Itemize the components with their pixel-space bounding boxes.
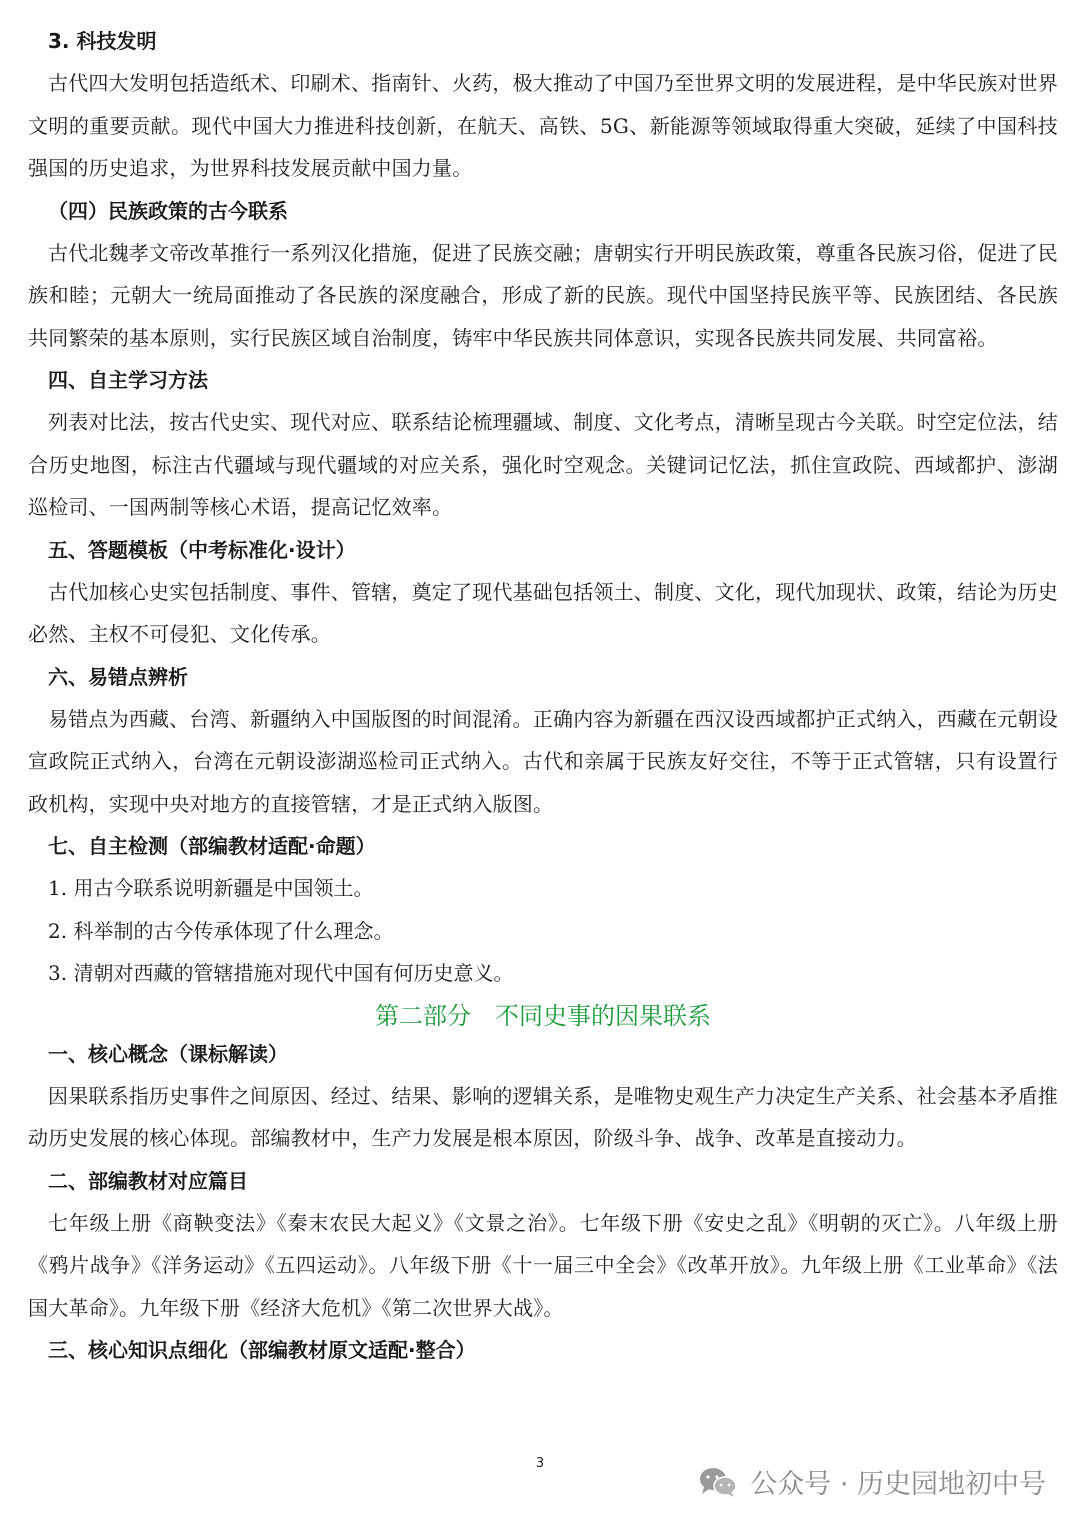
paragraph-error-analysis: 易错点为西藏、台湾、新疆纳入中国版图的时间混淆。正确内容为新疆在西汉设西域都护正式纳入，西藏在元朝设宣政院正式纳入，台湾在元朝设澎湖巡检司正式纳入。古代和亲属于民族友好交往，不等于正式管辖，只有设置行政机构，实现中央对地方的直接管辖，才是正式纳入版图。 xyxy=(28,706,1058,816)
self-test-question-2: 2. 科举制的古今传承体现了什么理念。 xyxy=(48,918,394,943)
self-test-question-1: 1. 用古今联系说明新疆是中国领土。 xyxy=(48,876,374,900)
section-heading-knowledge-points: 三、核心知识点细化（部编教材原文适配·整合） xyxy=(48,1338,476,1362)
section-heading-tech: 3. 科技发明 xyxy=(48,29,157,53)
paragraph-study-methods: 列表对比法，按古代史实、现代对应、联系结论梳理疆域、制度、文化考点，清晰呈现古今关联。时空定位法，结合历史地图，标注古代疆域与现代疆域的对应关系，强化时空观念。关键词记忆法，抓住宣政院、西域都护、澎湖巡检司、一国两制等核心术语，提高记忆效率。 xyxy=(28,410,1058,519)
section-heading-answer-template: 五、答题模板（中考标准化·设计） xyxy=(48,537,356,562)
section-heading-study-methods: 四、自主学习方法 xyxy=(48,368,208,392)
paragraph-core-concept: 因果联系指历史事件之间原因、经过、结果、影响的逻辑关系，是唯物史观生产力决定生产关系、社会基本矛盾推动历史发展的核心体现。部编教材中，生产力发展是根本原因，阶级斗争、战争、改革是直接动力。 xyxy=(28,1083,1058,1150)
document-page xyxy=(28,20,1058,1371)
watermark-text: 公众号 · 历史园地初中号 xyxy=(750,1469,1046,1500)
section-heading-ethnic-policy: （四）民族政策的古今联系 xyxy=(48,198,288,223)
paragraph-answer-template: 古代加核心史实包括制度、事件、管辖，奠定了现代基础包括领土、制度、文化，现代加现状、政策，结论为历史必然、主权不可侵犯、文化传承。 xyxy=(28,579,1058,646)
page-number: 3 xyxy=(535,1456,545,1471)
section-heading-error-analysis: 六、易错点辨析 xyxy=(48,664,188,689)
section-heading-core-concept: 一、核心概念（课标解读） xyxy=(48,1041,288,1066)
part-two-title: 第二部分 不同史事的因果联系 xyxy=(375,1001,711,1030)
wechat-icon xyxy=(698,1465,738,1499)
paragraph-textbook-chapters: 七年级上册《商鞅变法》《秦末农民大起义》《文景之治》。七年级下册《安史之乱》《明朝的灭亡》。八年级上册《鸦片战争》《洋务运动》《五四运动》。八年级下册《十一届三中全会》《改革开放》。九年级上册《工业革命》《法国大革命》。九年级下册《经济大危机》《第二次世界大战》。 xyxy=(28,1210,1058,1320)
wechat-watermark xyxy=(698,1462,1046,1501)
section-heading-textbook-chapters: 二、部编教材对应篇目 xyxy=(48,1168,248,1193)
paragraph-tech: 古代四大发明包括造纸术、印刷术、指南针、火药，极大推动了中国乃至世界文明的发展进程，是中华民族对世界文明的重要贡献。现代中国大力推进科技创新，在航天、高铁、5G、新能源等领域取得重大突破，延续了中国科技强国的历史追求，为世界科技发展贡献中国力量。 xyxy=(28,71,1058,180)
self-test-question-3: 3. 清朝对西藏的管辖措施对现代中国有何历史意义。 xyxy=(48,961,514,985)
section-heading-self-test: 七、自主检测（部编教材适配·命题） xyxy=(48,834,376,858)
paragraph-ethnic-policy: 古代北魏孝文帝改革推行一系列汉化措施，促进了民族交融；唐朝实行开明民族政策，尊重各民族习俗，促进了民族和睦；元朝大一统局面推动了各民族的深度融合，形成了新的民族。现代中国坚持民族平等、民族团结、各民族共同繁荣的基本原则，实行民族区域自治制度，铸牢中华民族共同体意识，实现各民族共同发展、共同富裕。 xyxy=(28,240,1058,350)
